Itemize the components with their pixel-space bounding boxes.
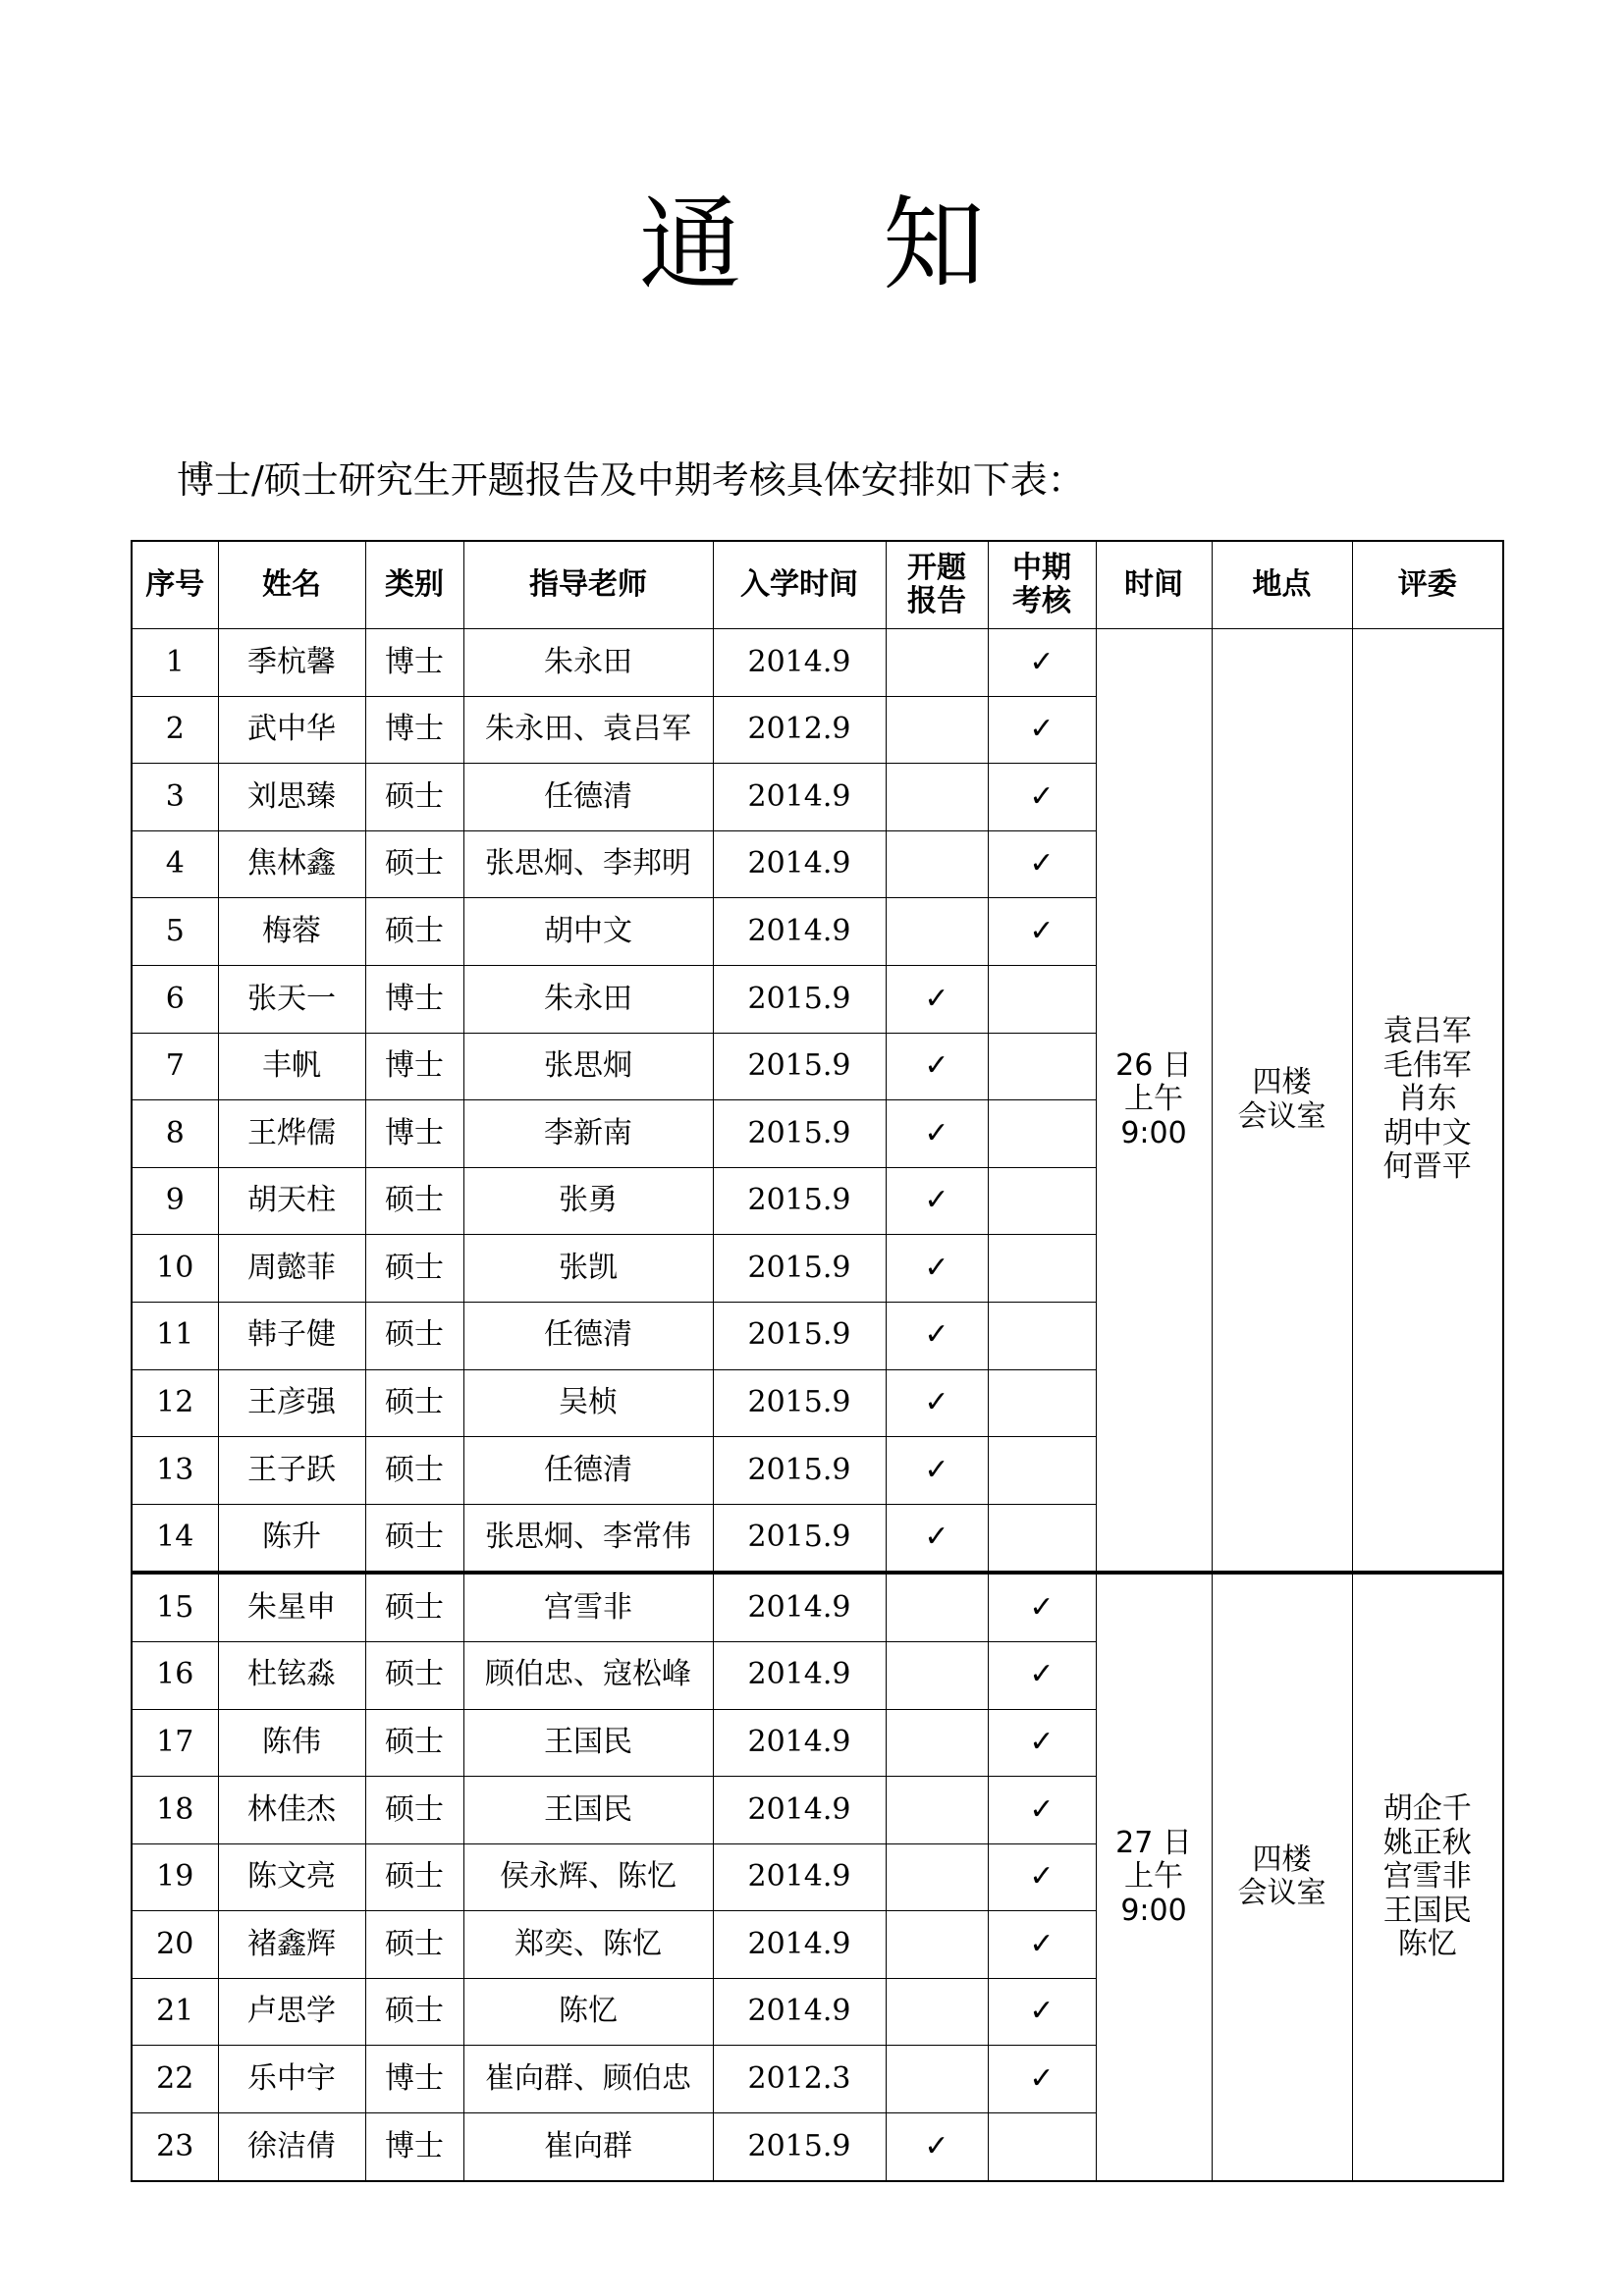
cell-midterm: ✓ <box>988 1641 1096 1709</box>
header-midterm: 中期 考核 <box>988 541 1096 629</box>
cell-enroll: 2015.9 <box>713 1235 886 1303</box>
cell-proposal <box>886 1641 988 1709</box>
cell-no: 21 <box>132 1978 218 2046</box>
cell-no: 22 <box>132 2046 218 2113</box>
cell-proposal <box>886 2046 988 2113</box>
cell-type: 硕士 <box>365 764 463 831</box>
cell-no: 4 <box>132 830 218 898</box>
cell-type: 硕士 <box>365 1573 463 1641</box>
cell-proposal <box>886 830 988 898</box>
cell-enroll: 2014.9 <box>713 1978 886 2046</box>
cell-midterm <box>988 1302 1096 1369</box>
cell-type: 博士 <box>365 1100 463 1168</box>
header-name: 姓名 <box>218 541 365 629</box>
header-committee: 评委 <box>1352 541 1503 629</box>
cell-proposal: ✓ <box>886 2113 988 2181</box>
cell-time: 26 日 上午 9:00 <box>1096 629 1212 1574</box>
cell-no: 18 <box>132 1777 218 1844</box>
cell-type: 博士 <box>365 629 463 697</box>
cell-proposal: ✓ <box>886 1033 988 1100</box>
cell-advisor: 王国民 <box>463 1777 713 1844</box>
cell-advisor: 胡中文 <box>463 898 713 966</box>
header-proposal: 开题 报告 <box>886 541 988 629</box>
table-row <box>132 629 1503 697</box>
cell-type: 博士 <box>365 696 463 764</box>
cell-midterm <box>988 1369 1096 1437</box>
cell-name: 武中华 <box>218 696 365 764</box>
header-no: 序号 <box>132 541 218 629</box>
cell-name: 卢思学 <box>218 1978 365 2046</box>
cell-type: 硕士 <box>365 1978 463 2046</box>
cell-proposal <box>886 1573 988 1641</box>
cell-enroll: 2014.9 <box>713 830 886 898</box>
header-place: 地点 <box>1212 541 1352 629</box>
cell-enroll: 2014.9 <box>713 1911 886 1979</box>
cell-type: 硕士 <box>365 1843 463 1911</box>
cell-type: 硕士 <box>365 1369 463 1437</box>
cell-type: 博士 <box>365 2046 463 2113</box>
cell-enroll: 2014.9 <box>713 1641 886 1709</box>
cell-proposal: ✓ <box>886 1100 988 1168</box>
cell-type: 硕士 <box>365 1911 463 1979</box>
cell-type: 硕士 <box>365 898 463 966</box>
cell-midterm <box>988 1167 1096 1235</box>
cell-midterm <box>988 1437 1096 1505</box>
cell-place: 四楼 会议室 <box>1212 1573 1352 2180</box>
cell-name: 丰帆 <box>218 1033 365 1100</box>
cell-enroll: 2015.9 <box>713 2113 886 2181</box>
cell-advisor: 张凯 <box>463 1235 713 1303</box>
cell-advisor: 崔向群、顾伯忠 <box>463 2046 713 2113</box>
cell-no: 16 <box>132 1641 218 1709</box>
cell-no: 1 <box>132 629 218 697</box>
cell-proposal: ✓ <box>886 1235 988 1303</box>
cell-name: 胡天柱 <box>218 1167 365 1235</box>
cell-type: 硕士 <box>365 1777 463 1844</box>
cell-name: 陈伟 <box>218 1709 365 1777</box>
cell-name: 焦林鑫 <box>218 830 365 898</box>
cell-name: 褚鑫辉 <box>218 1911 365 1979</box>
cell-midterm <box>988 965 1096 1033</box>
cell-type: 硕士 <box>365 830 463 898</box>
header-enroll: 入学时间 <box>713 541 886 629</box>
cell-type: 硕士 <box>365 1235 463 1303</box>
header-type: 类别 <box>365 541 463 629</box>
cell-proposal: ✓ <box>886 1504 988 1573</box>
cell-enroll: 2014.9 <box>713 1709 886 1777</box>
cell-midterm: ✓ <box>988 764 1096 831</box>
schedule-table <box>131 540 1504 2182</box>
cell-proposal: ✓ <box>886 1369 988 1437</box>
cell-name: 乐中宇 <box>218 2046 365 2113</box>
cell-proposal <box>886 1978 988 2046</box>
title-char-2: 知 <box>883 185 986 304</box>
cell-advisor: 王国民 <box>463 1709 713 1777</box>
cell-proposal <box>886 898 988 966</box>
cell-proposal: ✓ <box>886 1302 988 1369</box>
cell-advisor: 张思炯 <box>463 1033 713 1100</box>
cell-no: 6 <box>132 965 218 1033</box>
cell-proposal <box>886 1709 988 1777</box>
cell-midterm <box>988 1504 1096 1573</box>
cell-advisor: 朱永田 <box>463 629 713 697</box>
cell-advisor: 朱永田、袁吕军 <box>463 696 713 764</box>
cell-midterm <box>988 1235 1096 1303</box>
cell-advisor: 陈忆 <box>463 1978 713 2046</box>
cell-no: 10 <box>132 1235 218 1303</box>
cell-midterm: ✓ <box>988 1709 1096 1777</box>
cell-type: 硕士 <box>365 1302 463 1369</box>
cell-place: 四楼 会议室 <box>1212 629 1352 1574</box>
cell-advisor: 郑奕、陈忆 <box>463 1911 713 1979</box>
cell-name: 王烨儒 <box>218 1100 365 1168</box>
cell-advisor: 顾伯忠、寇松峰 <box>463 1641 713 1709</box>
cell-enroll: 2015.9 <box>713 1302 886 1369</box>
cell-name: 王子跃 <box>218 1437 365 1505</box>
cell-advisor: 朱永田 <box>463 965 713 1033</box>
cell-type: 硕士 <box>365 1504 463 1573</box>
cell-midterm: ✓ <box>988 1843 1096 1911</box>
cell-no: 15 <box>132 1573 218 1641</box>
cell-enroll: 2014.9 <box>713 1573 886 1641</box>
cell-name: 梅蓉 <box>218 898 365 966</box>
cell-proposal <box>886 1911 988 1979</box>
cell-no: 8 <box>132 1100 218 1168</box>
cell-committee: 袁吕军 毛伟军 肖东 胡中文 何晋平 <box>1352 629 1503 1574</box>
cell-type: 硕士 <box>365 1437 463 1505</box>
cell-enroll: 2015.9 <box>713 1504 886 1573</box>
cell-name: 徐洁倩 <box>218 2113 365 2181</box>
cell-type: 博士 <box>365 2113 463 2181</box>
cell-no: 5 <box>132 898 218 966</box>
cell-midterm: ✓ <box>988 1911 1096 1979</box>
cell-proposal: ✓ <box>886 1167 988 1235</box>
cell-name: 陈升 <box>218 1504 365 1573</box>
cell-name: 朱星申 <box>218 1573 365 1641</box>
cell-advisor: 侯永辉、陈忆 <box>463 1843 713 1911</box>
cell-no: 19 <box>132 1843 218 1911</box>
cell-midterm <box>988 1100 1096 1168</box>
header-advisor: 指导老师 <box>463 541 713 629</box>
cell-enroll: 2015.9 <box>713 1437 886 1505</box>
table-row <box>132 1573 1503 1641</box>
intro-text: 博士/硕士研究生开题报告及中期考核具体安排如下表： <box>177 458 1085 502</box>
cell-no: 2 <box>132 696 218 764</box>
cell-proposal <box>886 1777 988 1844</box>
cell-enroll: 2014.9 <box>713 1843 886 1911</box>
cell-enroll: 2014.9 <box>713 1777 886 1844</box>
cell-midterm: ✓ <box>988 898 1096 966</box>
cell-no: 23 <box>132 2113 218 2181</box>
cell-midterm: ✓ <box>988 629 1096 697</box>
cell-advisor: 崔向群 <box>463 2113 713 2181</box>
cell-advisor: 吴桢 <box>463 1369 713 1437</box>
notice-title <box>0 162 1624 309</box>
cell-enroll: 2015.9 <box>713 1100 886 1168</box>
cell-advisor: 张勇 <box>463 1167 713 1235</box>
cell-name: 韩子健 <box>218 1302 365 1369</box>
cell-no: 13 <box>132 1437 218 1505</box>
cell-committee: 胡企千 姚正秋 宫雪非 王国民 陈忆 <box>1352 1573 1503 2180</box>
cell-no: 12 <box>132 1369 218 1437</box>
cell-enroll: 2015.9 <box>713 1167 886 1235</box>
cell-name: 林佳杰 <box>218 1777 365 1844</box>
cell-name: 季杭馨 <box>218 629 365 697</box>
cell-midterm <box>988 2113 1096 2181</box>
cell-midterm: ✓ <box>988 1777 1096 1844</box>
cell-midterm <box>988 1033 1096 1100</box>
cell-advisor: 李新南 <box>463 1100 713 1168</box>
cell-midterm: ✓ <box>988 696 1096 764</box>
cell-type: 硕士 <box>365 1709 463 1777</box>
cell-name: 张天一 <box>218 965 365 1033</box>
cell-no: 20 <box>132 1911 218 1979</box>
cell-proposal <box>886 1843 988 1911</box>
cell-proposal: ✓ <box>886 965 988 1033</box>
header-time: 时间 <box>1096 541 1212 629</box>
cell-enroll: 2014.9 <box>713 629 886 697</box>
cell-advisor: 张思炯、李邦明 <box>463 830 713 898</box>
cell-enroll: 2014.9 <box>713 898 886 966</box>
cell-enroll: 2012.9 <box>713 696 886 764</box>
cell-no: 7 <box>132 1033 218 1100</box>
cell-enroll: 2012.3 <box>713 2046 886 2113</box>
cell-proposal <box>886 696 988 764</box>
cell-proposal <box>886 629 988 697</box>
cell-proposal <box>886 764 988 831</box>
header-row <box>132 541 1503 629</box>
cell-enroll: 2014.9 <box>713 764 886 831</box>
cell-advisor: 任德清 <box>463 1437 713 1505</box>
cell-time: 27 日 上午 9:00 <box>1096 1573 1212 2180</box>
cell-midterm: ✓ <box>988 2046 1096 2113</box>
cell-type: 硕士 <box>365 1167 463 1235</box>
cell-midterm: ✓ <box>988 1978 1096 2046</box>
cell-name: 杜铉淼 <box>218 1641 365 1709</box>
cell-name: 周懿菲 <box>218 1235 365 1303</box>
cell-name: 王彦强 <box>218 1369 365 1437</box>
cell-enroll: 2015.9 <box>713 1033 886 1100</box>
cell-enroll: 2015.9 <box>713 965 886 1033</box>
cell-no: 14 <box>132 1504 218 1573</box>
title-char-1: 通 <box>638 185 741 304</box>
cell-name: 陈文亮 <box>218 1843 365 1911</box>
cell-midterm: ✓ <box>988 830 1096 898</box>
cell-type: 博士 <box>365 965 463 1033</box>
cell-advisor: 张思炯、李常伟 <box>463 1504 713 1573</box>
cell-no: 3 <box>132 764 218 831</box>
cell-enroll: 2015.9 <box>713 1369 886 1437</box>
cell-no: 17 <box>132 1709 218 1777</box>
cell-advisor: 宫雪非 <box>463 1573 713 1641</box>
cell-midterm: ✓ <box>988 1573 1096 1641</box>
cell-no: 11 <box>132 1302 218 1369</box>
cell-type: 硕士 <box>365 1641 463 1709</box>
cell-name: 刘思臻 <box>218 764 365 831</box>
cell-proposal: ✓ <box>886 1437 988 1505</box>
cell-no: 9 <box>132 1167 218 1235</box>
cell-advisor: 任德清 <box>463 1302 713 1369</box>
cell-advisor: 任德清 <box>463 764 713 831</box>
cell-type: 博士 <box>365 1033 463 1100</box>
